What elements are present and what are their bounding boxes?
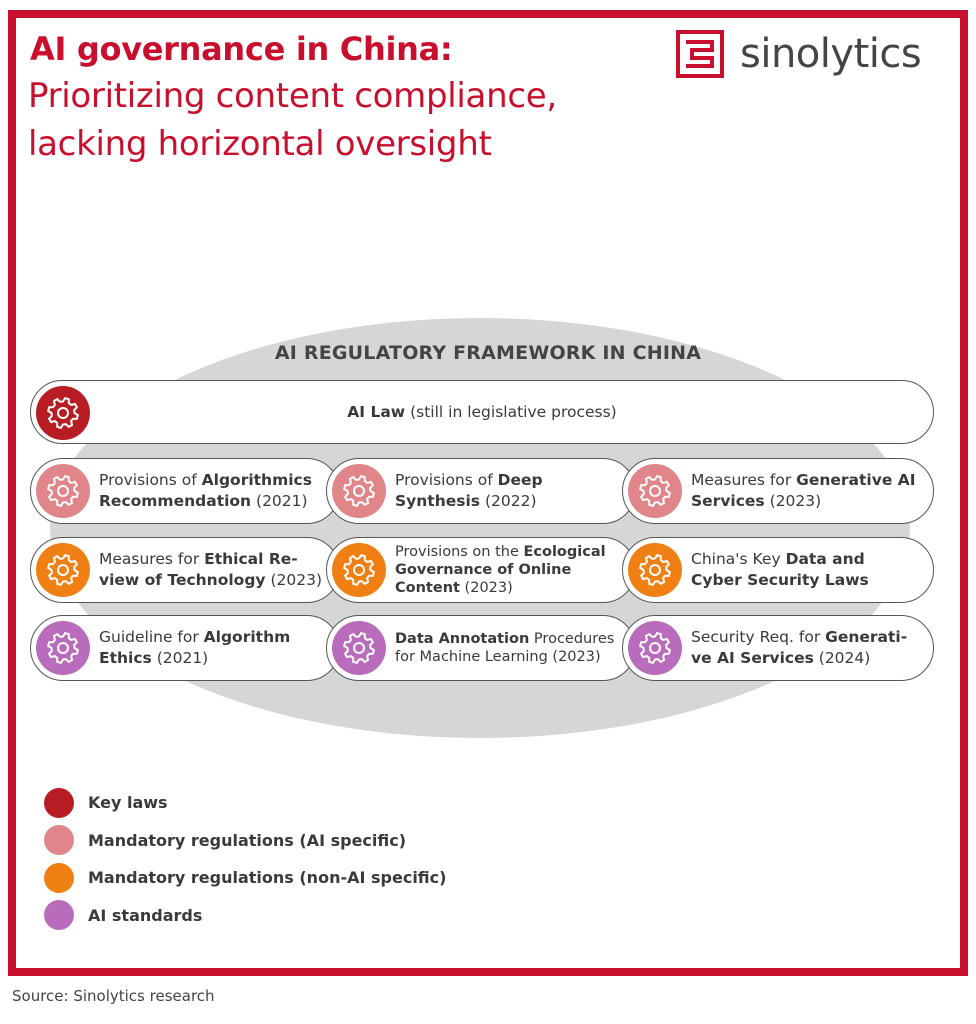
pill-text-pre: Provisions of [99,471,202,489]
ai-law-rest: (still in legislative process) [410,403,617,421]
legend-dot [44,900,74,930]
pill-algorithm-ethics [30,615,340,681]
pill-ethical-review [30,537,340,603]
pill-algorithmics-recommendation [30,458,340,524]
pill-deep-synthesis [326,458,636,524]
pill-ecological-governance [326,537,636,603]
pill-text-post: (2021) [251,492,308,510]
pill-text-bold: Algorithmics Recommendation [99,471,312,510]
pill-text-pre: Provisions on the [395,544,524,560]
pill-text-post: (2023) [459,580,513,596]
pill-text-post: (2021) [151,649,209,667]
logo [676,30,921,78]
pill-text-post: (2023) [265,571,322,589]
gear-icon [332,464,386,518]
pill-text [99,459,325,523]
pill-text-pre: Security Req. for [691,628,826,646]
pill-generative-ai-services [622,458,934,524]
pill-text [99,616,325,680]
legend-item-non-ai-specific [44,859,446,897]
pill-text-bold: Ethical Re-view of Technology [99,550,298,589]
gear-icon [628,621,682,675]
pill-security-requirements [622,615,934,681]
pill-text [691,459,919,523]
pill-text-bold: Data and Cyber Security Laws [691,550,869,589]
pill-text [395,616,621,680]
legend-item-ai-specific [44,822,446,860]
legend-dot [44,788,74,818]
pill-ai-law [30,380,934,444]
pill-text-bold: Ecological Governance of Online Content [395,544,606,596]
pill-data-cyber-security-laws [622,537,934,603]
subtitle-line-2: lacking horizontal oversight [28,124,492,164]
legend-item-ai-standards [44,897,446,935]
pill-text-pre: Measures for [99,550,205,568]
legend-label: Mandatory regulations (non-AI specific) [88,868,447,888]
pill-text-bold: Generati-ve AI Services [691,628,908,667]
legend-label: Mandatory regulations (AI specific) [88,830,407,850]
pill-text [99,538,325,602]
sinolytics-logo-icon [676,30,724,78]
pill-text-post: (2024) [813,649,871,667]
pill-text-post: (2023) [764,492,822,510]
logo-text: sinolytics [740,31,922,77]
subtitle-line-1: Prioritizing content compliance, [28,76,557,116]
pill-text-pre: Measures for [691,471,797,489]
gear-icon [628,464,682,518]
pill-data-annotation [326,615,636,681]
gear-icon [36,464,90,518]
framework-title: AI REGULATORY FRAMEWORK IN CHINA [274,342,702,364]
pill-text [395,459,621,523]
gear-icon [36,621,90,675]
subtitle [28,72,557,168]
legend-item-key-laws [44,784,446,822]
legend-label: AI standards [88,905,203,925]
pill-text-post: (2022) [480,492,537,510]
pill-text-pre: Guideline for [99,628,204,646]
legend [44,784,446,934]
gear-icon [628,543,682,597]
pill-text-pre: China's Key [691,550,786,568]
pill-text-bold: Algorithm Ethics [99,628,291,667]
pill-text-pre: Provisions of [395,471,498,489]
gear-icon [332,621,386,675]
gear-icon [332,543,386,597]
pill-text-post: Procedures for Machine Learning (2023) [395,631,615,665]
title: AI governance in China: [30,30,453,68]
pill-text [691,616,919,680]
ai-law-bold: AI Law [347,403,406,421]
pill-text [395,538,621,602]
pill-text-bold: Data Annotation [395,631,530,647]
pill-text [691,538,919,602]
legend-dot [44,863,74,893]
legend-label: Key laws [88,793,168,813]
gear-icon [36,543,90,597]
ai-law-text [31,381,933,443]
pill-text-bold: Generative AI Services [691,471,916,510]
source-note: Source: Sinolytics research [12,987,215,1005]
legend-dot [44,825,74,855]
pill-text-bold: Deep Synthesis [395,471,543,510]
